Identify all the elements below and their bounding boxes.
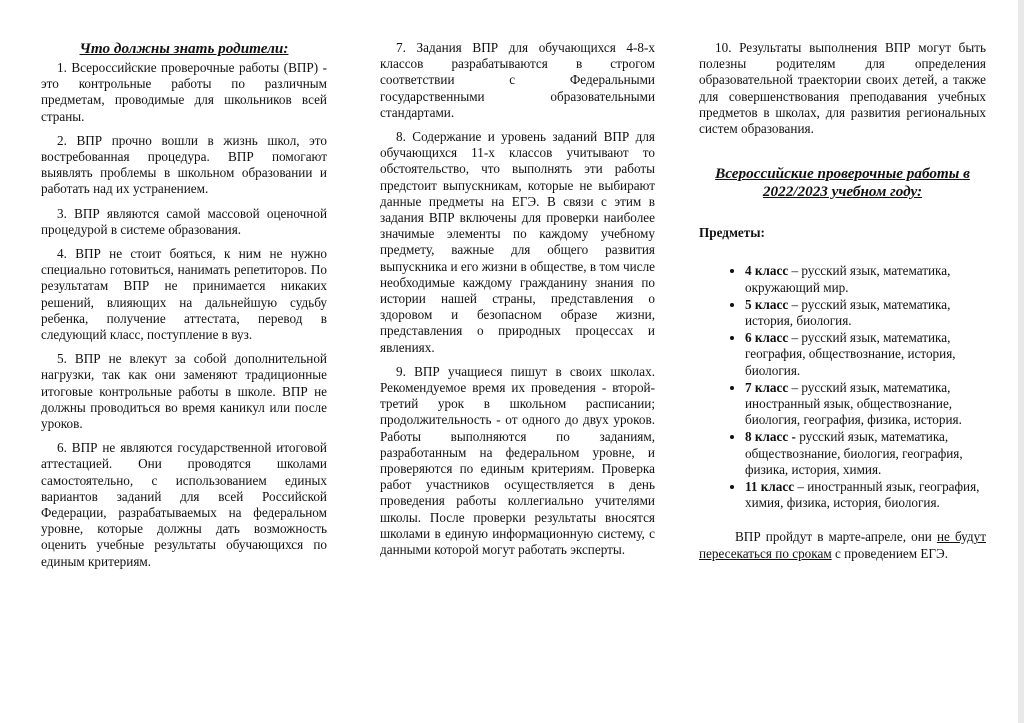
- grade-name: 4 класс: [745, 263, 789, 279]
- grade-item-7: [745, 380, 986, 429]
- grade-name: 7 класс: [745, 379, 789, 395]
- grades-list: [699, 263, 986, 511]
- paragraph-4: 4. ВПР не стоит бояться, к ним не нужно специально готовиться, нанимать репетиторов. По результатам ВПР не принимается никаких решений, влияющих на дальнейшую судьбу ребенка, получение аттестата, перевод в следующий класс, поступление в вуз.: [41, 246, 327, 343]
- grade-name: 6 класс: [745, 330, 789, 346]
- grade-name: 5 класс: [745, 296, 789, 312]
- grade-subjects: – русский язык, математика, география, обществознание, история, биология.: [745, 330, 956, 378]
- grade-name: 11 класс: [745, 479, 795, 495]
- final-note-before: ВПР пройдут в марте-апреле, они: [735, 529, 937, 545]
- paragraph-3: 3. ВПР являются самой массовой оценочной процедурой в системе образования.: [41, 205, 327, 237]
- right-column: [699, 40, 986, 570]
- grade-item-5: [745, 297, 986, 329]
- grade-name: 8 класс -: [745, 429, 796, 445]
- grade-subjects: – русский язык, математика, иностранный язык, обществознание, биология, география, физика, история.: [745, 379, 962, 428]
- grade-item-8: [745, 429, 986, 478]
- vpr-2023-heading: Всероссийские проверочные работы в 2022/2023 учебном году:: [715, 165, 970, 201]
- grade-subjects: – иностранный язык, география, химия, физика, история, биология.: [745, 479, 980, 511]
- paragraph-10: 10. Результаты выполнения ВПР могут быть полезны родителям для определения образовательной траектории своих детей, а также для совершенствования преподавания учебных предметов в школах, для развития региональных систем образования.: [699, 40, 986, 137]
- paragraph-9: 9. ВПР учащиеся пишут в своих школах. Рекомендуемое время их проведения - второй-третий урок в школьном расписании; продолжительность - от одного до двух уроков. Работы выполняются по заданиям, разработанным на федеральном уровне, и проверяются по единым критериям. Проверка работ участников осуществляется в день проведения работы коллегиально учителями школы. После проверки результаты вносятся школами в единую информационную систему, с данными которой могут работать эксперты.: [380, 363, 655, 558]
- paragraph-6: 6. ВПР не являются государственной итоговой аттестацией. Они проводятся школами самостоятельно, с использованием единых вариантов заданий для всей Российской Федерации, разрабатываемых на федеральном уровне, которые должны дать возможность оценить учебные результаты обучающихся по единым критериям.: [41, 440, 327, 569]
- left-column: [41, 40, 327, 578]
- final-note: [699, 529, 986, 561]
- paragraph-1: 1. Всероссийские проверочные работы (ВПР) - это контрольные работы по различным предметам, проводимые для школьников всей страны.: [41, 60, 327, 124]
- paragraph-8: 8. Содержание и уровень заданий ВПР для обучающихся 11-х классов учитывают то обстоятельство, что выполнять эти работы предстоит выпускникам, которые не выбирают данные предметы на ЕГЭ. В связи с этим в задания ВПР включены для проверки наиболее значимые элементы по каждому учебному предмету, важные для общего развития выпускника и его жизни в обществе, в том числе необходимые каждому гражданину знания по истории нашей страны, представления о здоровом и безопасном образе жизни, представления о природных процессах и явлениях.: [380, 129, 655, 355]
- paragraph-7: 7. Задания ВПР для обучающихся 4-8-х классов разрабатываются в строгом соответствии с Федеральными государственными образовательными стандартами.: [380, 40, 655, 120]
- paragraph-5: 5. ВПР не влекут за собой дополнительной нагрузки, так как они заменяют традиционные итоговые контрольные работы в школе. ВПР не должны проводиться во время каникул или после уроков.: [41, 351, 327, 432]
- grade-item-11: [745, 479, 986, 511]
- scrollbar[interactable]: [1018, 0, 1024, 723]
- final-note-underlined: не будут пересекаться по срокам: [699, 529, 986, 561]
- grade-subjects: русский язык, математика, обществознание, биология, география, физика, история, химия.: [745, 429, 963, 477]
- paragraph-2: 2. ВПР прочно вошли в жизнь школ, это востребованная процедура. ВПР помогают выявлять проблемы в школьном образовании и работать над их устранением.: [41, 132, 327, 197]
- grade-subjects: – русский язык, математика, окружающий мир.: [745, 263, 951, 295]
- final-note-after: с проведением ЕГЭ.: [831, 545, 949, 561]
- grade-item-4: [745, 263, 986, 295]
- grade-subjects: – русский язык, математика, история, биология.: [745, 296, 951, 329]
- parents-heading: Что должны знать родители:: [79, 40, 289, 57]
- grade-item-6: [745, 330, 986, 379]
- middle-column: [380, 40, 655, 566]
- subjects-label: Предметы:: [699, 225, 765, 241]
